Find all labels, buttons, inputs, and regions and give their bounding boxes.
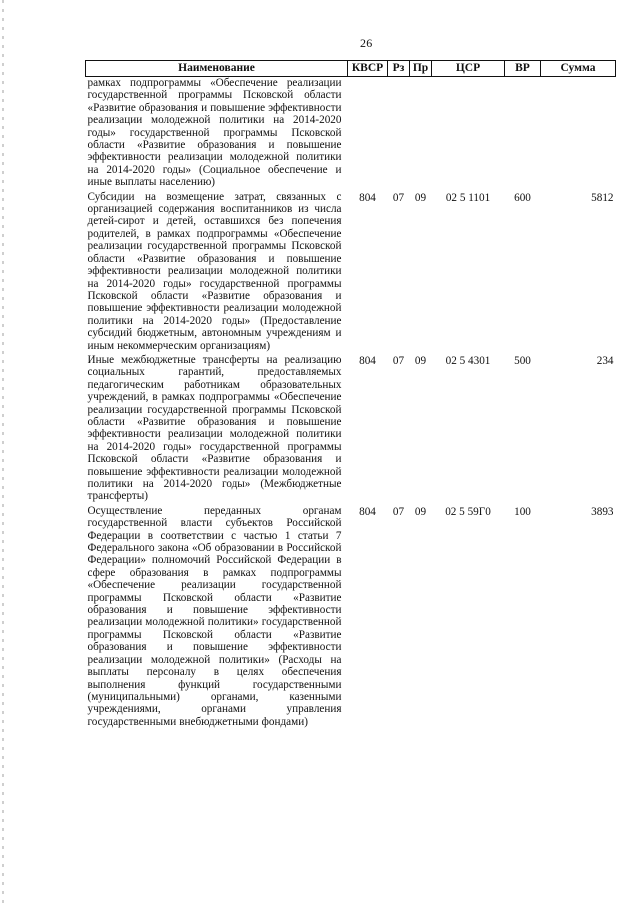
table-row xyxy=(86,354,616,503)
page-number: 26 xyxy=(360,36,373,50)
row-csr: 02 5 1101 xyxy=(445,191,491,204)
row-pr: 09 xyxy=(414,505,427,518)
table-row xyxy=(86,505,616,728)
row-pr: 09 xyxy=(414,354,427,367)
row-sum: 3893 xyxy=(591,505,614,518)
header-rz: Рз xyxy=(388,61,410,77)
row-rz xyxy=(388,77,410,189)
header-csr: ЦСР xyxy=(432,61,505,77)
row-rz: 07 xyxy=(392,354,405,367)
table-row xyxy=(86,191,616,352)
row-sum: 234 xyxy=(596,354,614,367)
row-sum xyxy=(541,77,616,189)
row-name: рамках подпрограммы «Обеспечение реализации государственной программы Псковской области «Развитие образования и повышение эффективности реализации молодежной политики на 2014-2020 годы» государственной программы Псковской области «Развитие образования и повышение эффективности реализации молодежной политики на 2014-2020 годы» (Социальное обеспечение и иные выплаты населению) xyxy=(87,77,342,189)
table-row xyxy=(86,77,616,189)
header-kvsr: КВСР xyxy=(348,61,388,77)
row-pr: 09 xyxy=(414,191,427,204)
header-sum: Сумма xyxy=(541,61,616,77)
row-vr xyxy=(505,77,541,189)
row-kvsr: 804 xyxy=(359,191,376,204)
scan-edge-mark xyxy=(2,0,4,905)
row-name: Субсидии на возмещение затрат, связанных с организацией содержания воспитанников из числа детей-сирот и детей, оставшихся без попечения родителей, в рамках подпрограммы «Обеспечение реализации государственной программы Псковской области «Развитие образования и повышение эффективности реализации молодежной политики на 2014-2020 годы» государственной программы Псковской области «Развитие образования и повышение эффективности реализации молодежной политики на 2014-2020 годы» (Предоставление субсидий бюджетным, автономным учреждениям и иным некоммерческим организациям) xyxy=(87,190,342,352)
header-vr: ВР xyxy=(505,61,541,77)
budget-table xyxy=(85,60,616,728)
row-rz: 07 xyxy=(392,505,405,518)
header-pr: Пр xyxy=(410,61,432,77)
row-pr xyxy=(410,77,432,189)
row-csr: 02 5 59Г0 xyxy=(445,505,491,518)
row-kvsr: 804 xyxy=(359,505,376,518)
table-header-row xyxy=(86,61,616,77)
row-vr: 100 xyxy=(514,505,531,518)
row-kvsr xyxy=(348,77,388,189)
row-csr xyxy=(432,77,505,189)
row-sum: 5812 xyxy=(591,191,614,204)
row-vr: 600 xyxy=(514,191,531,204)
row-vr: 500 xyxy=(514,354,531,367)
row-name: Осуществление переданных органам государственной власти субъектов Российской Федерации в соответствии с частью 1 статьи 7 Федерального закона «Об образовании в Российской Федерации» полномочий Российской Федерации в сфере образования в рамках подпрограммы «Обеспечение реализации государственной программы Псковской области «Развитие образования и повышение эффективности реализации молодежной политики» государственной программы Псковской области «Развитие образования и повышение эффективности реализации молодежной политики» (Расходы на выплаты персоналу в целях обеспечения выполнения функций государственными (муниципальными) органами, казенными учреждениями, органами управления государственными внебюджетными фондами) xyxy=(87,504,342,728)
header-name: Наименование xyxy=(86,61,348,77)
row-name: Иные межбюджетные трансферты на реализацию социальных гарантий, предоставляемых педагогическим работникам образовательных учреждений, в рамках подпрограммы «Обеспечение реализации государственной программы Псковской области «Развитие образования и повышение эффективности реализации молодежной политики на 2014-2020 годы» государственной программы Псковской области «Развитие образования и повышение эффективности реализации молодежной политики на 2014-2020 годы» (Межбюджетные трансферты) xyxy=(87,353,342,503)
row-csr: 02 5 4301 xyxy=(445,354,491,367)
row-kvsr: 804 xyxy=(359,354,376,367)
row-rz: 07 xyxy=(392,191,405,204)
